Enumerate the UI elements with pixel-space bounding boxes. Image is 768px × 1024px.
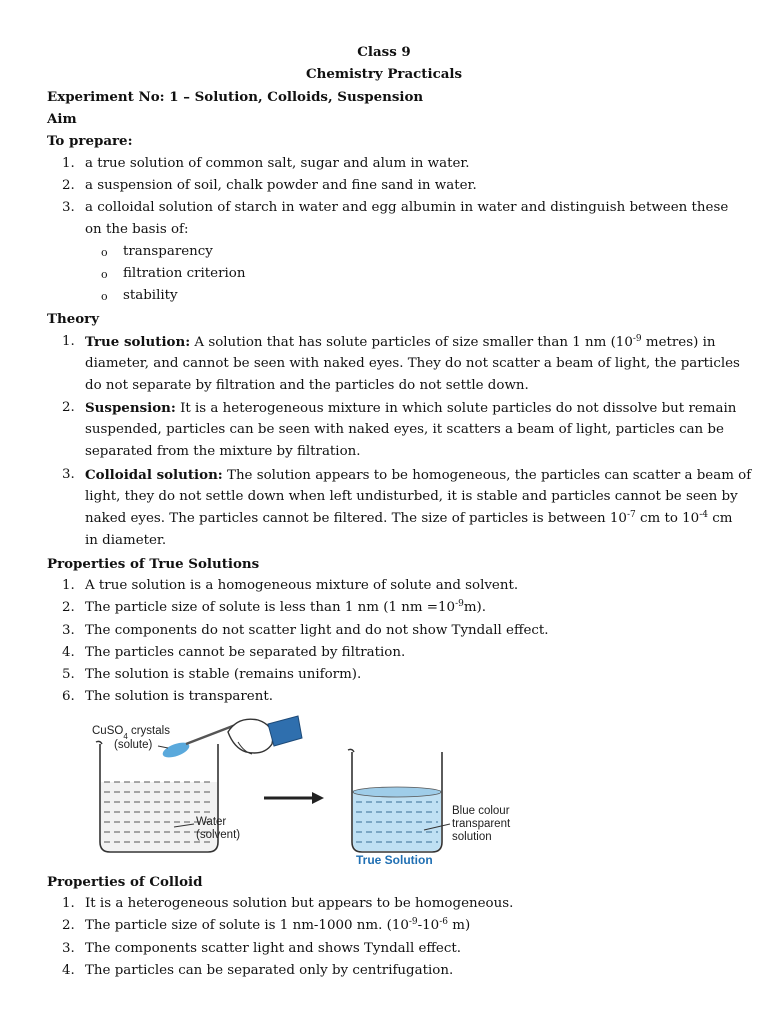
term: Suspension: (85, 400, 176, 416)
list-number: 1. (62, 896, 75, 911)
list-number: 2. (62, 600, 75, 615)
aim-item: a true solution of common salt, sugar and alum in water. (85, 156, 470, 171)
aim-sub-item: filtration criterion (123, 266, 246, 281)
theory-item-continued: diameter, and cannot be seen with naked eyes. They do not scatter a beam of light, the particles (85, 356, 740, 371)
result-label-line2: transparent (452, 818, 511, 830)
term: Colloidal solution: (85, 467, 223, 483)
true-solution-figure (88, 712, 528, 872)
aim-sub-item: stability (123, 288, 178, 303)
list-number: 2. (62, 918, 75, 933)
theory-heading: Theory (47, 311, 99, 327)
property-item: The components do not scatter light and do not show Tyndall effect. (85, 623, 549, 638)
aim-sub-item: transparency (123, 244, 213, 259)
aim-item: a colloidal solution of starch in water and egg albumin in water and distinguish between these (85, 200, 729, 215)
experiment-title: Experiment No: 1 – Solution, Colloids, Suspension (47, 89, 424, 105)
theory-item-continued: suspended, particles can be seen with naked eyes, it scatters a beam of light, particles can be (85, 422, 724, 437)
property-item: The particle size of solute is 1 nm-1000 nm. ($10^{-9}-10^{-6}$ m) (85, 917, 471, 933)
arrow-right-icon (264, 792, 324, 804)
list-number: 3. (62, 623, 75, 638)
right-beaker (348, 749, 442, 852)
figure-caption: True Solution (356, 853, 433, 867)
spoon-hand-icon (161, 716, 302, 760)
list-number: 1. (62, 334, 75, 349)
class-title: Class 9 (357, 44, 411, 60)
aim-subheading: To prepare: (47, 133, 133, 149)
property-item: It is a heterogeneous solution but appears to be homogeneous. (85, 896, 514, 911)
aim-heading: Aim (47, 111, 77, 127)
theory-item: True solution: A solution that has solute particles of size smaller than 1 nm ($10^{-9}$ metres) in (85, 334, 716, 350)
theory-item: Suspension: It is a heterogeneous mixture in which solute particles do not dissolve but remain (85, 400, 737, 416)
colloid-heading: Properties of Colloid (47, 874, 203, 890)
result-label-line1: Blue colour (452, 805, 510, 817)
theory-item-continued: in diameter. (85, 533, 167, 548)
term: True solution: (85, 334, 191, 350)
subject-title: Chemistry Practicals (305, 66, 463, 82)
sub-bullet: o (101, 290, 108, 303)
crystal-label: CuSO$_4$ crystals (92, 725, 170, 741)
solvent-label: (solvent) (196, 829, 241, 841)
theory-item-continued: separated from the mixture by filtration. (85, 444, 361, 459)
list-number: 3. (62, 200, 75, 215)
property-item: The particle size of solute is less than 1 nm (1 nm $=10^{-9}m$). (85, 599, 487, 615)
solute-label: (solute) (114, 739, 153, 751)
theory-item-continued: light, they do not settle down when left undisturbed, it is stable and particles cannot be seen by (85, 489, 738, 504)
property-item: The solution is transparent. (85, 689, 273, 704)
result-label-line3: solution (452, 831, 492, 843)
water-label: Water (196, 816, 227, 828)
list-number: 5. (62, 667, 75, 682)
theory-item-continued: naked eyes. The particles cannot be filtered. The size of particles is between $10^{-7}$ cm to $10^{-4}$ cm (85, 510, 733, 526)
property-item: The components scatter light and shows Tyndall effect. (85, 941, 461, 956)
list-number: 4. (62, 963, 75, 978)
sub-bullet: o (101, 268, 108, 281)
true-solution-heading: Properties of True Solutions (47, 556, 260, 572)
list-number: 4. (62, 645, 75, 660)
theory-item-continued: do not separate by filtration and the particles do not settle down. (85, 378, 529, 393)
sub-bullet: o (101, 246, 108, 259)
list-number: 2. (62, 178, 75, 193)
property-item: The particles can be separated only by centrifugation. (85, 963, 454, 978)
list-number: 6. (62, 689, 75, 704)
list-number: 3. (62, 941, 75, 956)
list-number: 2. (62, 400, 75, 415)
aim-item: a suspension of soil, chalk powder and fine sand in water. (85, 178, 477, 193)
list-number: 1. (62, 156, 75, 171)
theory-item: Colloidal solution: The solution appears to be homogeneous, the particles can scatter a beam of (85, 467, 752, 483)
list-number: 3. (62, 467, 75, 482)
property-item: A true solution is a homogeneous mixture of solute and solvent. (85, 578, 519, 593)
property-item: The particles cannot be separated by filtration. (85, 645, 406, 660)
property-item: The solution is stable (remains uniform). (85, 667, 362, 682)
list-number: 1. (62, 578, 75, 593)
aim-item-continued: on the basis of: (85, 222, 189, 237)
